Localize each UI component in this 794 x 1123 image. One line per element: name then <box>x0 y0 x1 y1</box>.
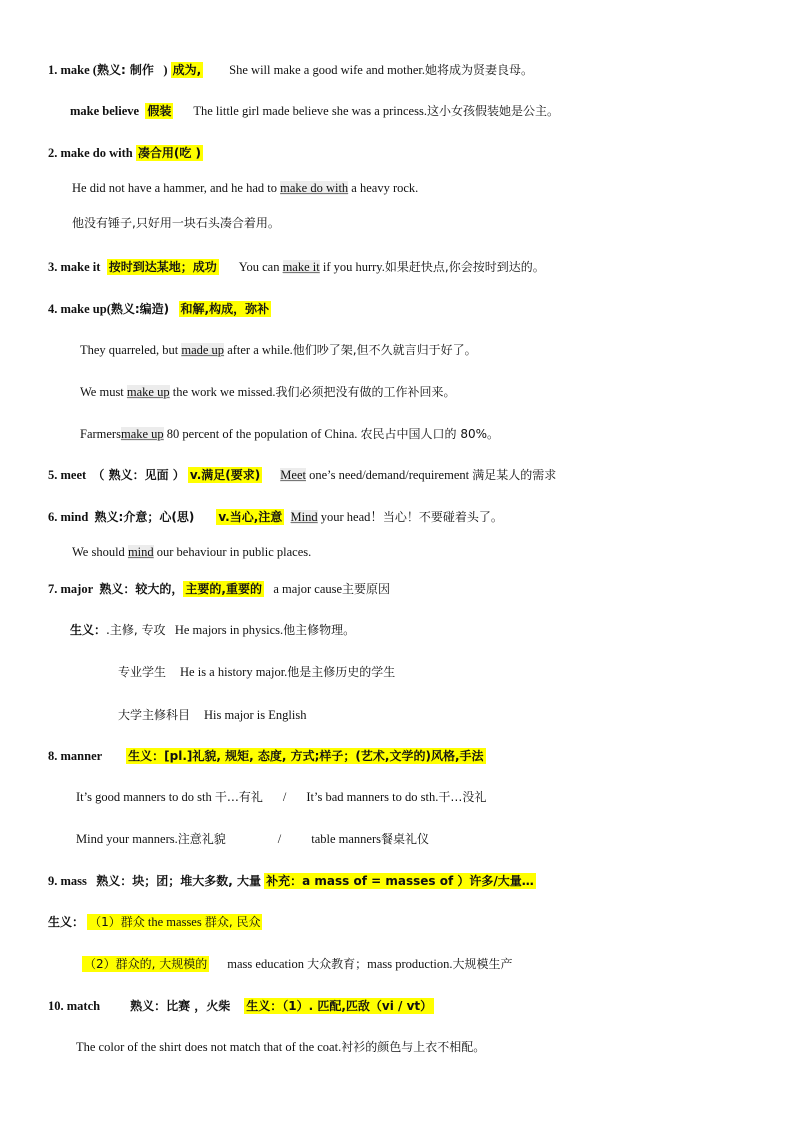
example-line <box>72 179 418 197</box>
example-en: a major cause <box>273 582 343 596</box>
entry-make-it <box>48 258 545 276</box>
familiar-sense: 熟义：块；团；堆大多数, 大量 <box>96 874 262 888</box>
underlined-phrase: Mind <box>290 510 318 524</box>
underlined-phrase: make it <box>282 260 320 274</box>
entry-make-up <box>48 300 271 318</box>
sense-line <box>70 621 355 639</box>
underlined-phrase: made up <box>181 343 225 357</box>
sense-cn: 专业学生 <box>118 665 167 679</box>
sense-highlight <box>87 914 262 930</box>
entry-head: make believe <box>70 104 140 118</box>
entry-head: 5. meet <box>48 468 87 482</box>
new-sense-highlight: 凑合用(吃 ) <box>137 146 202 160</box>
example-en: He is a history major. <box>180 665 288 679</box>
example-line <box>72 214 280 232</box>
entry-mass <box>48 872 536 890</box>
example-en: She will make a good wife and mother. <box>229 63 425 77</box>
new-sense-highlight: 生义：（1）. 匹配,匹敌（vi / vt） <box>246 999 433 1013</box>
example-pre: You can <box>238 260 280 274</box>
sense-cn: 群众, 民众 <box>204 915 261 929</box>
entry-head: 7. major <box>48 582 94 596</box>
familiar-sense: （ 熟义：见面 ） <box>92 468 185 482</box>
example-cn: 当心！不要碰着头了。 <box>382 510 503 524</box>
new-sense-label: 生义： <box>48 915 85 929</box>
example-post: after a while. <box>227 343 293 357</box>
entry-head: 10. match <box>48 999 101 1013</box>
entry-head: 6. mind <box>48 510 89 524</box>
example-cn: 衬衫的颜色与上衣不相配。 <box>341 1040 486 1054</box>
new-sense-highlight: 假装 <box>147 104 172 118</box>
example-pre: Farmers <box>80 427 121 441</box>
sense-line <box>48 913 262 931</box>
new-sense-highlight: 按时到达某地；成功 <box>108 260 217 274</box>
entry-major <box>48 580 390 598</box>
example-line <box>80 383 456 401</box>
familiar-sense: 熟义:介意；心(思) <box>94 510 195 524</box>
new-sense-highlight: 和解,构成，弥补 <box>180 302 270 316</box>
separator: / <box>277 832 282 846</box>
example-cn: 大众教育； <box>307 957 368 971</box>
example-en: The little girl made believe she was a princess. <box>193 104 427 118</box>
example-en: Mind your manners. <box>76 832 178 846</box>
entry-head: 1. make ( <box>48 63 97 77</box>
entry-mind <box>48 508 503 526</box>
example-post: 80 percent of the population of China. <box>166 427 358 441</box>
sense-highlight: （2）群众的, 大规模的 <box>84 957 208 971</box>
example-cn: 满足某人的需求 <box>472 468 557 482</box>
example-line <box>72 543 311 561</box>
familiar-sense: 熟义：较大的， <box>99 582 184 596</box>
sense-line <box>82 955 513 973</box>
entry-match <box>48 997 434 1015</box>
example-en: mass education <box>227 957 304 971</box>
example-en: It’s bad manners to do sth. <box>306 790 439 804</box>
example-cn: 干…有礼 <box>214 790 263 804</box>
example-cn: 他没有锤子,只好用一块石头凑合着用。 <box>72 216 280 230</box>
entry-make-do-with <box>48 144 203 162</box>
example-line <box>76 788 486 806</box>
underlined-phrase: make do with <box>280 181 349 195</box>
example-post: our behaviour in public places. <box>156 545 312 559</box>
example-en: His major is English <box>204 708 307 722</box>
entry-head: 3. make it <box>48 260 101 274</box>
familiar-sense: 熟义:编造) <box>110 302 170 316</box>
example-cn: 大规模生产 <box>452 957 513 971</box>
example-en: He majors in physics. <box>174 623 284 637</box>
example-cn: 干…没礼 <box>438 790 487 804</box>
example-line <box>80 341 477 359</box>
entry-meet <box>48 466 556 484</box>
new-sense-highlight: v.当心,注意 <box>218 510 283 524</box>
example-en: The color of the shirt does not match that of the coat. <box>76 1040 342 1054</box>
sense-cn: （1）群众 <box>89 915 145 929</box>
new-sense-highlight: 主要的,重要的 <box>185 582 262 596</box>
example-pre: We should <box>72 545 125 559</box>
underlined-phrase: Meet <box>280 468 306 482</box>
example-en: It’s good manners to do sth <box>76 790 212 804</box>
sense-line <box>118 663 395 681</box>
entry-head: 2. make do with <box>48 146 133 160</box>
sense-cn: .主修, 专攻 <box>106 623 166 637</box>
entry-manner <box>48 747 486 765</box>
new-sense-highlight: v.满足(要求) <box>189 468 261 482</box>
entry-head: 4. make up( <box>48 302 111 316</box>
new-sense-highlight: 生义：[pl.]礼貌, 规矩, 态度, 方式;样子；(艺术,文学的)风格,手法 <box>128 749 484 763</box>
example-line <box>76 830 429 848</box>
underlined-phrase: mind <box>127 545 154 559</box>
paren-close: ) <box>163 63 168 77</box>
example-cn: 农民占中国人口的 80%。 <box>360 427 499 441</box>
example-cn: 我们必须把没有做的工作补回来。 <box>275 385 456 399</box>
entry-make-believe <box>70 102 559 120</box>
example-post: one’s need/demand/requirement <box>309 468 470 482</box>
example-cn: 他主修物理。 <box>283 623 356 637</box>
familiar-sense: 熟义：比赛 ，火柴 <box>130 999 231 1013</box>
sense-line <box>118 706 306 724</box>
underlined-phrase: make up <box>126 385 170 399</box>
example-cn: 他是主修历史的学生 <box>287 665 396 679</box>
example-cn: 餐桌礼仪 <box>381 832 430 846</box>
example-post: if you hurry. <box>322 260 385 274</box>
example-post: a heavy rock. <box>351 181 419 195</box>
example-cn: 如果赶快点,你会按时到达的。 <box>384 260 545 274</box>
new-sense-highlight: 成为, <box>172 63 202 77</box>
separator: / <box>282 790 287 804</box>
example-pre: He did not have a hammer, and he had to <box>72 181 277 195</box>
example-post: your head！ <box>320 510 383 524</box>
entry-head: 9. mass <box>48 874 87 888</box>
example-cn: 他们吵了架,但不久就言归于好了。 <box>292 343 477 357</box>
example-line <box>80 425 499 443</box>
entry-make <box>48 61 533 79</box>
familiar-sense: 熟义: 制作 <box>96 63 154 77</box>
underlined-phrase: make up <box>120 427 164 441</box>
example-en: table manners <box>311 832 381 846</box>
sense-cn: 大学主修科目 <box>118 708 191 722</box>
example-cn: 主要原因 <box>342 582 391 596</box>
example-cn: 这小女孩假装她是公主。 <box>426 104 559 118</box>
example-en: mass production. <box>367 957 453 971</box>
example-line <box>76 1038 485 1056</box>
example-cn: 她将成为贤妻良母。 <box>424 63 533 77</box>
new-sense-label: 生义： <box>70 623 107 637</box>
example-cn: 注意礼貌 <box>177 832 226 846</box>
sense-en: the masses <box>147 915 202 929</box>
new-sense-highlight: 补充：a mass of = masses of ）许多/大量… <box>266 874 534 888</box>
example-post: the work we missed. <box>172 385 276 399</box>
example-pre: They quarreled, but <box>80 343 179 357</box>
example-pre: We must <box>80 385 124 399</box>
entry-head: 8. manner <box>48 749 103 763</box>
